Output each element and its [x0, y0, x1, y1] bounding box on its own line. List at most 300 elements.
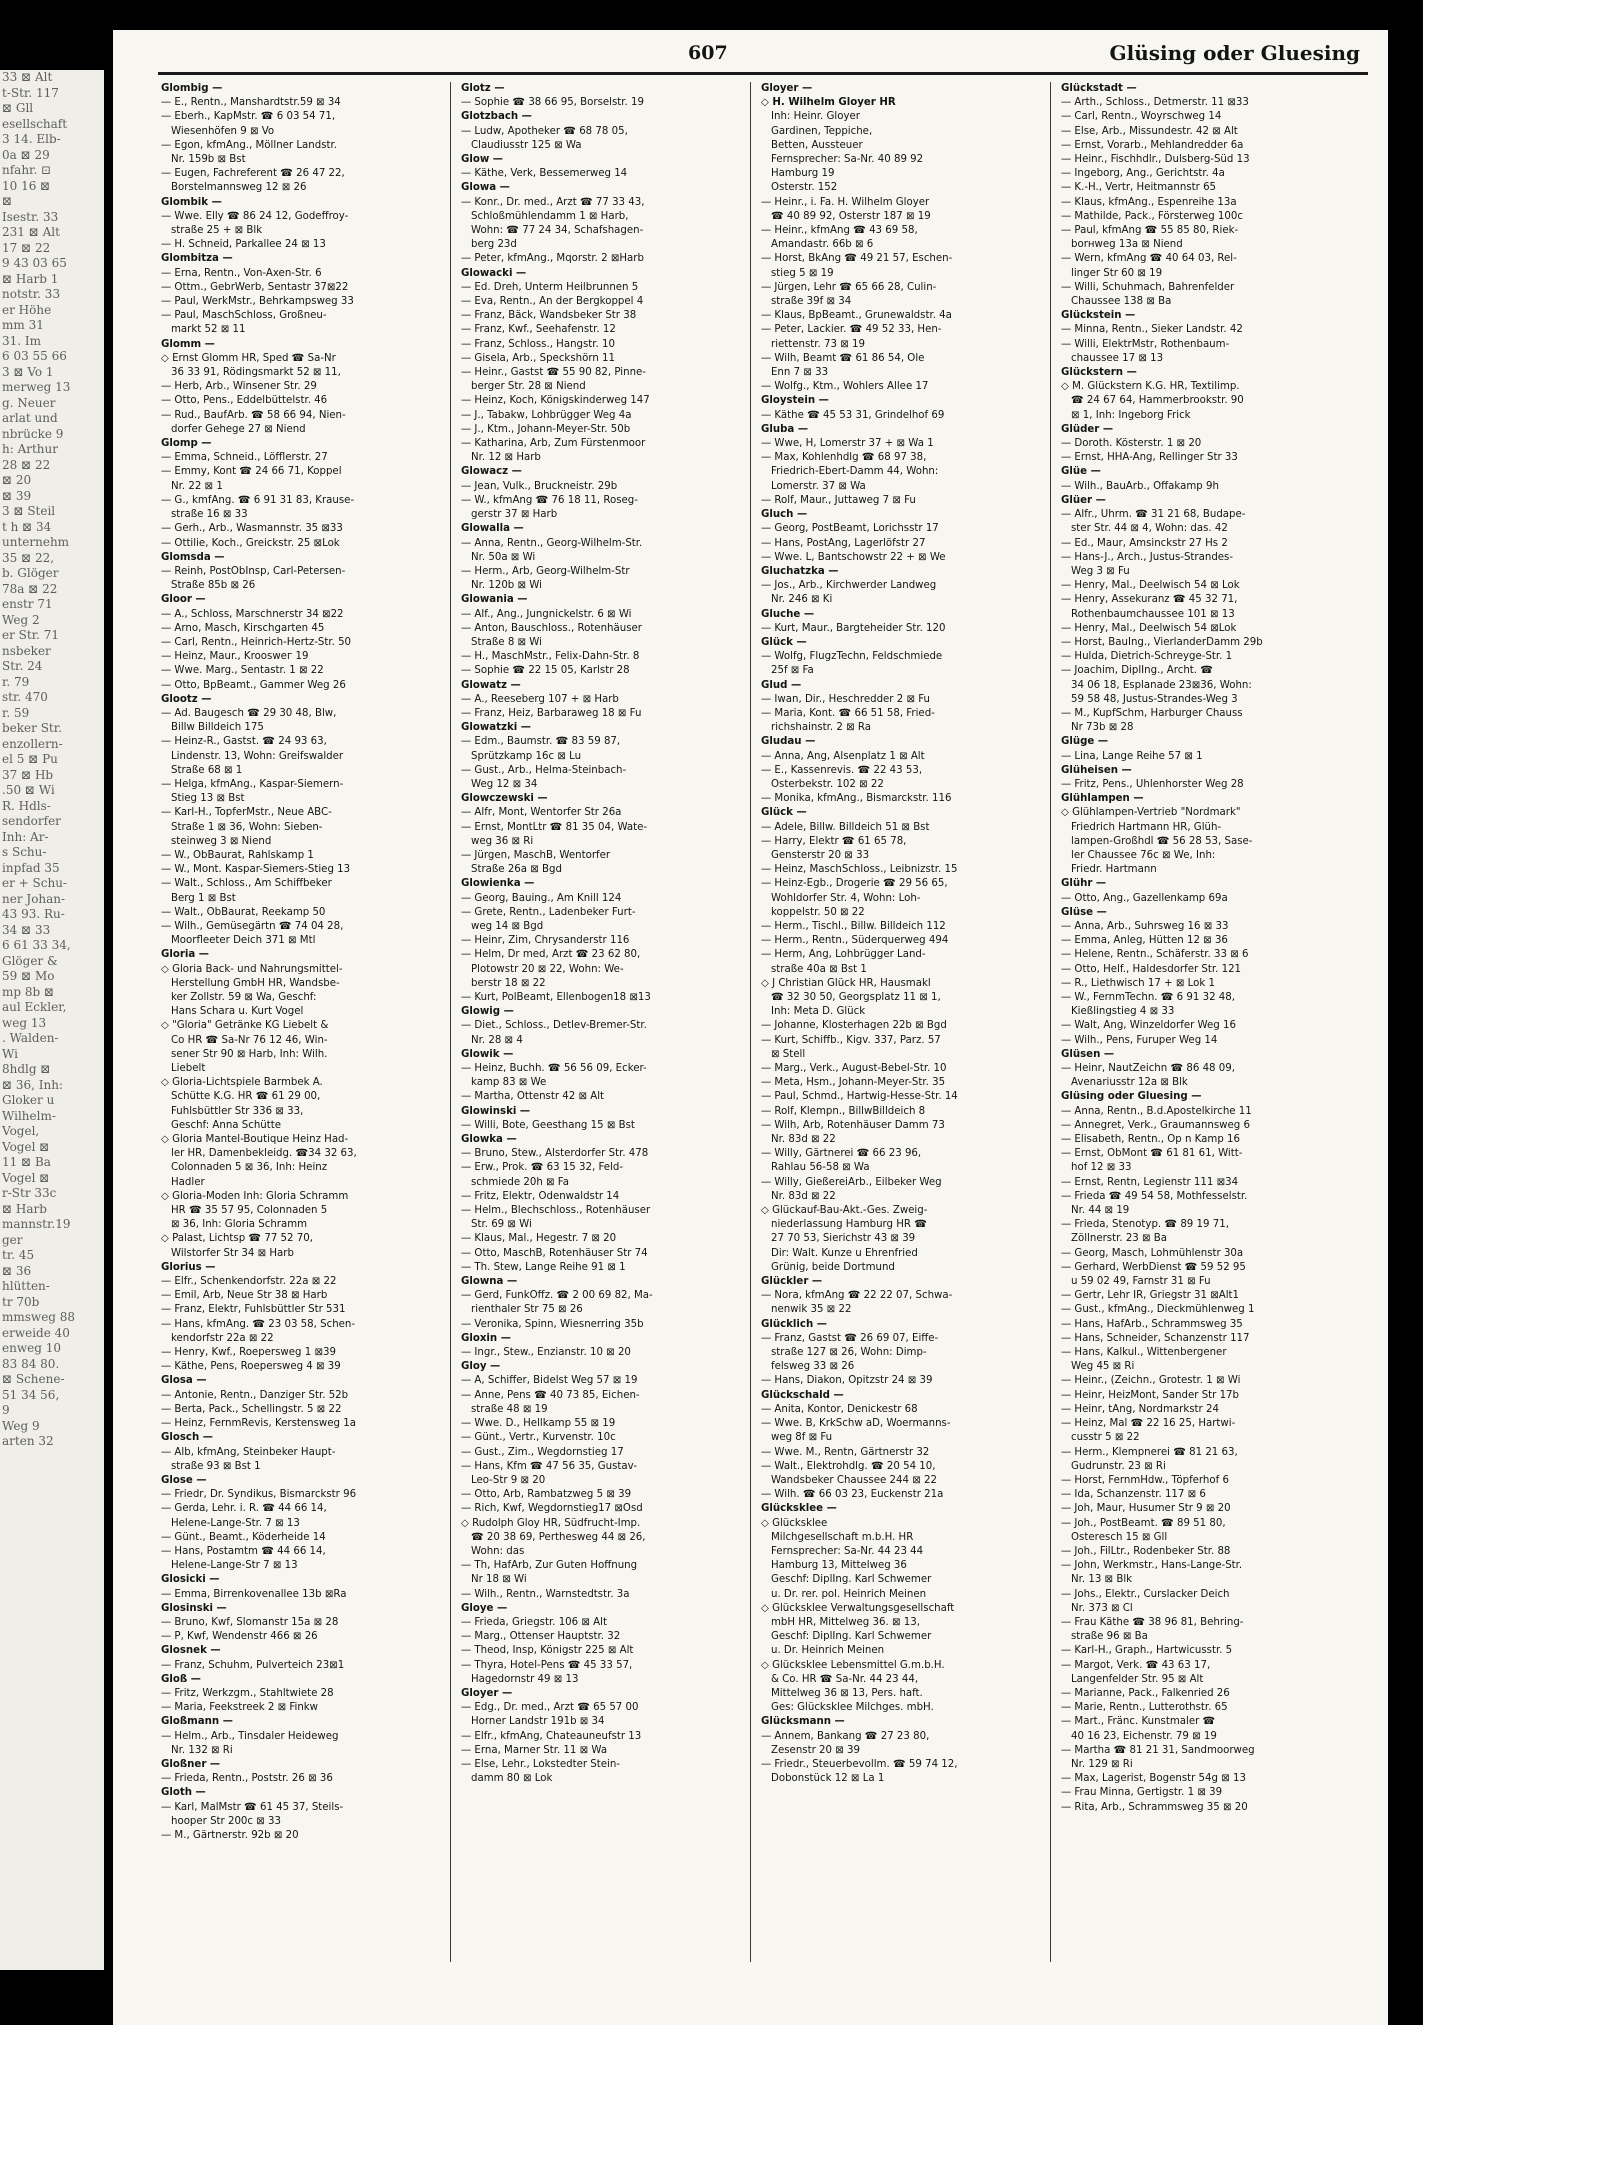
facing-page-fragment: ⊠ 39	[2, 488, 32, 503]
entry-line: — Margot, Verk. ☎ 43 63 17,	[1061, 1659, 1211, 1671]
facing-page-fragment: merweg 13	[2, 380, 71, 394]
entry-line: — Franz, Heiz, Barbaraweg 18 ⊠ Fu	[461, 707, 642, 719]
entry-line: — Max, Lagerist, Bogenstr 54g ⊠ 13	[1061, 1773, 1246, 1785]
entry-line: mbH HR, Mittelweg 36. ⊠ 13,	[771, 1616, 920, 1628]
header-rule	[158, 72, 1368, 75]
entry-heading: Gloth —	[161, 1787, 206, 1799]
entry-line: — Ernst, HHA-Ang, Rellinger Str 33	[1061, 452, 1238, 464]
facing-page-fragment: tr 70b	[2, 1294, 40, 1309]
entry-line: ◇ Gloria Mantel-Boutique Heinz Had-	[161, 1134, 349, 1146]
entry-line: — E., Rentn., Manshardtstr.59 ⊠ 34	[161, 97, 341, 109]
entry-line: ☎ 20 38 69, Perthesweg 44 ⊠ 26,	[471, 1531, 646, 1543]
entry-line: — Elisabeth, Rentn., Op n Kamp 16	[1061, 1134, 1241, 1146]
directory-column-2	[461, 82, 751, 1962]
entry-line: — Emmy, Kont ☎ 24 66 71, Koppel	[161, 466, 342, 478]
entry-heading: Glomm —	[161, 338, 215, 350]
facing-page-fragment: Weg 9	[2, 1418, 40, 1433]
facing-page-fragment: ⊠ Harb 1	[2, 271, 59, 286]
entry-line: — Rolf, Klempn., BillwBilldeich 8	[761, 1105, 926, 1117]
entry-line: — Ingr., Stew., Enzianstr. 10 ⊠ 20	[461, 1347, 631, 1359]
entry-heading: Glüge —	[1061, 736, 1109, 748]
entry-line: — Maria, Kont. ☎ 66 51 58, Fried-	[761, 707, 935, 719]
entry-line: berstr 18 ⊠ 22	[471, 977, 546, 989]
entry-line: — Walt., Elektrohdlg. ☎ 20 54 10,	[761, 1460, 936, 1472]
entry-line: — Hans, Kalkul., Wittenbergener	[1061, 1347, 1227, 1359]
entry-line: Nr. 159b ⊠ Bst	[171, 154, 246, 166]
entry-line: Zöllnerstr. 23 ⊠ Ba	[1071, 1233, 1168, 1245]
entry-heading: Gloria —	[161, 949, 209, 961]
entry-line: — Marie, Rentn., Lutterothstr. 65	[1061, 1702, 1228, 1714]
facing-page-fragment: arten 32	[2, 1434, 54, 1448]
entry-line: — Wilh., Rentn., Warnstedtstr. 3a	[461, 1588, 630, 1600]
entry-line: — Ida, Schanzenstr. 117 ⊠ 6	[1061, 1489, 1206, 1501]
entry-line: Nr. 83d ⊠ 22	[771, 1134, 836, 1146]
facing-page-fragment: 6 61 33 34,	[2, 938, 71, 952]
entry-line: — Heinz, MaschSchloss., Leibnizstr. 15	[761, 864, 958, 876]
facing-page-fragment: b. Glöger	[2, 566, 59, 580]
entry-line: — Henry, Mal., Deelwisch 54 ⊠Lok	[1061, 622, 1237, 634]
entry-line: — Anna, Ang, Alsenplatz 1 ⊠ Alt	[761, 750, 925, 762]
entry-line: Inh: Heinr. Gloyer	[771, 111, 860, 123]
entry-line: — Wilh, Beamt ☎ 61 86 54, Ole	[761, 352, 925, 364]
entry-heading: Gloß —	[161, 1673, 201, 1685]
facing-page-fragment: 11 ⊠ Ba	[2, 1155, 51, 1169]
entry-heading: Glückstadt —	[1061, 83, 1137, 94]
entry-line: — Rolf, Maur., Juttaweg 7 ⊠ Fu	[761, 494, 916, 506]
entry-line: — Herm, Ang, Lohbrügger Land-	[761, 949, 926, 961]
entry-line: Schloßmühlendamm 1 ⊠ Harb,	[471, 210, 629, 222]
entry-line: — Frieda, Griegstr. 106 ⊠ Alt	[461, 1616, 607, 1628]
entry-line: — Ed., Maur, Amsinckstr 27 Hs 2	[1061, 537, 1228, 549]
entry-line: — Heinz-Egb., Drogerie ☎ 29 56 65,	[761, 878, 948, 890]
entry-line: — M., Gärtnerstr. 92b ⊠ 20	[161, 1829, 299, 1841]
entry-line: — Joh., PostBeamt. ☎ 89 51 80,	[1061, 1517, 1226, 1529]
entry-line: — Iwan, Dir., Heschredder 2 ⊠ Fu	[761, 693, 930, 705]
entry-line: weg 36 ⊠ Ri	[471, 835, 534, 847]
entry-line: Dir: Walt. Kunze u Ehrenfried	[771, 1247, 918, 1259]
entry-line: — Georg, PostBeamt, Lorichsstr 17	[761, 523, 939, 535]
entry-line: — Grete, Rentn., Ladenbeker Furt-	[461, 906, 636, 918]
facing-page-fragment: enzollern-	[2, 736, 63, 751]
directory-columns	[161, 82, 1373, 1962]
entry-line: Nr. 28 ⊠ 4	[471, 1034, 523, 1046]
entry-line: Dobonstück 12 ⊠ La 1	[771, 1773, 885, 1785]
entry-heading: Glühr —	[1061, 878, 1107, 890]
facing-page-fragment: s Schu-	[2, 845, 47, 859]
facing-page-fragment: t h ⊠ 34	[2, 519, 52, 534]
entry-line: ◇ Glücksklee Verwaltungsgesellschaft	[761, 1602, 955, 1614]
entry-line: u. Dr. rer. pol. Heinrich Meinen	[771, 1588, 927, 1600]
entry-line: Milchgesellschaft m.b.H. HR	[771, 1531, 914, 1543]
facing-page-fragment: Gloker u	[2, 1093, 55, 1107]
entry-line: HR ☎ 35 57 95, Colonnaden 5	[171, 1205, 328, 1217]
entry-line: — Heinz, Mal ☎ 22 16 25, Hartwi-	[1061, 1418, 1236, 1430]
facing-page-fragment: ⊠	[2, 194, 13, 208]
entry-line: sener Str 90 ⊠ Harb, Inh: Wilh.	[171, 1048, 328, 1060]
facing-page-fragment: ⊠ Schene-	[2, 1372, 65, 1386]
entry-heading: Gluch —	[761, 509, 808, 521]
entry-line: — Heinz, Koch, Königskinderweg 147	[461, 395, 650, 407]
entry-line: Herstellung GmbH HR, Wandsbe-	[171, 977, 340, 989]
entry-line: hooper Str 200c ⊠ 33	[171, 1815, 281, 1827]
page-number: 607	[688, 42, 728, 64]
entry-line: — Fritz, Elektr, Odenwaldstr 14	[461, 1190, 620, 1202]
facing-page-fragment: arlat und	[2, 411, 58, 425]
entry-line: ker Zollstr. 59 ⊠ Wa, Geschf:	[171, 992, 317, 1003]
entry-line: — Mart., Fränc. Kunstmaler ☎	[1061, 1716, 1216, 1728]
entry-line: ◇ Glückauf-Bau-Akt.-Ges. Zweig-	[761, 1205, 928, 1217]
entry-line: — Anton, Bauschloss., Rotenhäuser	[461, 622, 642, 634]
facing-page-fragment: 17 ⊠ 22	[2, 240, 51, 255]
entry-line: — John, Werkmstr., Hans-Lange-Str.	[1061, 1560, 1243, 1572]
entry-line: — Karl-H., Graph., Hartwicusstr. 5	[1061, 1645, 1233, 1657]
entry-line: — Karl-H., TopferMstr., Neue ABC-	[161, 807, 332, 819]
entry-line: Gudrunstr. 23 ⊠ Ri	[1071, 1460, 1166, 1472]
entry-line: — Heinz, Buchh. ☎ 56 56 09, Ecker-	[461, 1063, 647, 1075]
entry-line: — Antonie, Rentn., Danziger Str. 52b	[161, 1389, 349, 1401]
entry-line: — Friedr, Dr. Syndikus, Bismarckstr 96	[161, 1489, 357, 1501]
entry-heading: Glückler —	[761, 1276, 823, 1288]
entry-line: — Hans-J., Arch., Justus-Strandes-	[1061, 551, 1234, 563]
entry-line: ◇ "Gloria" Getränke KG Liebelt &	[161, 1020, 329, 1032]
entry-heading: Glotz —	[461, 83, 505, 94]
facing-page-fragment: esellschaft	[2, 116, 68, 131]
entry-line: — Wwe, H, Lomerstr 37 + ⊠ Wa 1	[761, 438, 934, 450]
entry-line: — Sophie ☎ 38 66 95, Borselstr. 19	[461, 97, 644, 109]
entry-line: ☎ 32 30 50, Georgsplatz 11 ⊠ 1,	[771, 992, 941, 1003]
entry-line: — Ad. Baugesch ☎ 29 30 48, Blw,	[161, 707, 337, 719]
entry-line: — Willi, Schuhmach, Bahrenfelder	[1061, 281, 1235, 293]
facing-page-fragment: 6 03 55 66	[2, 349, 67, 363]
entry-line: ◇ Palast, Lichtsp ☎ 77 52 70,	[161, 1233, 313, 1245]
entry-line: Co HR ☎ Sa-Nr 76 12 46, Win-	[171, 1034, 328, 1046]
facing-page-fragment: 31. Im	[2, 333, 42, 348]
entry-line: — Henry, Kwf., Roepersweg 1 ⊠39	[161, 1347, 336, 1359]
facing-page-fragment: er Höhe	[2, 302, 52, 317]
entry-heading: Glomp —	[161, 438, 212, 450]
entry-heading: Glowatz —	[461, 679, 521, 691]
entry-line: Nr. 22 ⊠ 1	[171, 480, 223, 492]
entry-line: Avenariusstr 12a ⊠ Blk	[1071, 1077, 1188, 1089]
entry-line: — Helga, kfmAng., Kaspar-Siemern-	[161, 778, 344, 790]
entry-line: straße 93 ⊠ Bst 1	[171, 1460, 261, 1472]
entry-line: Stieg 13 ⊠ Bst	[171, 793, 245, 805]
entry-line: — Heinr., Fischhdlr., Dulsberg-Süd 13	[1061, 154, 1250, 166]
entry-line: — Klaus, BpBeamt., Grunewaldstr. 4a	[761, 310, 952, 322]
facing-page-fragment: r. 79	[2, 674, 30, 689]
facing-page-fragment: h: Arthur	[2, 442, 59, 456]
entry-heading: Gloy —	[461, 1361, 501, 1373]
entry-line: — Emma, Birrenkovenallee 13b ⊠Ra	[161, 1588, 347, 1600]
entry-line: — Heinz, Maur., Krooswег 19	[161, 651, 309, 663]
entry-line: Moorfleeter Deich 371 ⊠ Mtl	[171, 935, 316, 947]
entry-line: nenwik 35 ⊠ 22	[771, 1304, 852, 1316]
entry-line: — Sophie ☎ 22 15 05, Karlstr 28	[461, 665, 630, 677]
entry-line: — H. Schneid, Parkallee 24 ⊠ 13	[161, 239, 326, 251]
entry-line: — Helm, Dr med, Arzt ☎ 23 62 80,	[461, 949, 641, 961]
entry-line: u 59 02 49, Farnstr 31 ⊠ Fu	[1071, 1276, 1211, 1288]
entry-line: straße 96 ⊠ Ba	[1071, 1631, 1148, 1643]
entry-line: straße 39f ⊠ 34	[771, 296, 852, 308]
entry-heading: Glück —	[761, 807, 807, 819]
entry-heading: Glücksmann —	[761, 1716, 845, 1728]
facing-page-fragment: inpfad 35	[2, 860, 60, 875]
entry-line: — Willy, GießereiArb., Eilbeker Weg	[761, 1176, 942, 1188]
entry-line: kendorfstr 22a ⊠ 22	[171, 1332, 274, 1344]
entry-line: — Ernst, ObMont ☎ 61 81 61, Witt-	[1061, 1148, 1243, 1160]
entry-line: Billw Billdeich 175	[171, 722, 264, 734]
facing-page-fragment: g. Neuer	[2, 395, 56, 410]
entry-line: — Frau Minna, Gertigstr. 1 ⊠ 39	[1061, 1787, 1223, 1799]
entry-line: — Gerh., Arb., Wasmannstr. 35 ⊠33	[161, 523, 343, 535]
facing-page-fragment: mp 8b ⊠	[2, 984, 55, 999]
entry-heading: Gloystein —	[761, 395, 829, 407]
entry-line: — Friedr., Steuerbevollm. ☎ 59 74 12,	[761, 1758, 958, 1770]
entry-line: — Henry, Assekuranz ☎ 45 32 71,	[1061, 594, 1238, 606]
entry-line: — M., KupfSchm, Harburger Chauss	[1061, 707, 1243, 719]
entry-line: — H., MaschMstr., Felix-Dahn-Str. 8	[461, 651, 640, 663]
entry-line: Kießlingstieg 4 ⊠ 33	[1071, 1006, 1175, 1018]
entry-line: Wohldorfer Str. 4, Wohn: Loh-	[771, 892, 921, 904]
entry-line: — Walt, Ang, Winzeldorfer Weg 16	[1061, 1020, 1236, 1032]
facing-page-fragment: 43 93. Ru-	[2, 907, 65, 921]
entry-line: — Wilh, Arb, Rotenhäuser Damm 73	[761, 1119, 945, 1131]
entry-line: — Gerda, Lehr. i. R. ☎ 44 66 14,	[161, 1503, 327, 1515]
facing-page-fragment: 83 84 80.	[2, 1356, 60, 1371]
entry-line: — Heinr, tAng, Nordmarkstr 24	[1061, 1403, 1219, 1415]
entry-heading: Glowa —	[461, 182, 510, 194]
entry-line: 34 06 18, Esplanade 23⊠36, Wohn:	[1071, 679, 1252, 691]
entry-line: richshainstr. 2 ⊠ Ra	[771, 722, 871, 734]
facing-page-fragment: t-Str. 117	[2, 85, 59, 100]
entry-line: — Marg., Verk., August-Bebel-Str. 10	[761, 1063, 947, 1075]
entry-line: steinweg 3 ⊠ Niend	[171, 835, 272, 847]
entry-line: — Herm., Klempnerei ☎ 81 21 63,	[1061, 1446, 1238, 1458]
entry-line: hof 12 ⊠ 33	[1071, 1162, 1132, 1174]
entry-heading: Glowienka —	[461, 878, 535, 890]
entry-line: ◇ Gloria-Lichtspiele Barmbek A.	[161, 1077, 323, 1089]
entry-heading: Glowacki —	[461, 267, 527, 279]
facing-page-fragment: 51 34 56,	[2, 1387, 60, 1402]
entry-line: — R., Liethwisch 17 + ⊠ Lok 1	[1061, 977, 1215, 989]
entry-line: — Wwe. Marg., Sentastr. 1 ⊠ 22	[161, 665, 324, 677]
facing-page-fragment: enweg 10	[2, 1341, 61, 1355]
entry-line: — Wilh., Pens, Furuper Weg 14	[1061, 1034, 1218, 1046]
entry-line: — Paul, kfmAng ☎ 55 85 80, Riek-	[1061, 225, 1239, 237]
entry-line: ⊠ Stell	[771, 1048, 806, 1060]
entry-line: — Alb, kfmAng, Steinbeker Haupt-	[161, 1446, 336, 1458]
entry-line: — Jean, Vulk., Bruckneistr. 29b	[461, 480, 618, 492]
entry-line: — Ludw, Apotheker ☎ 68 78 05,	[461, 125, 628, 137]
entry-line: — Eberh., KapMstr. ☎ 6 03 54 71,	[161, 111, 336, 123]
entry-line: Rahlau 56-58 ⊠ Wa	[771, 1162, 870, 1174]
entry-line: — Alfr, Mont, Wentorfer Str 26a	[461, 807, 622, 819]
entry-line: — Anna, Rentn., B.d.Apostelkirche 11	[1061, 1105, 1252, 1117]
entry-line: 25f ⊠ Fa	[771, 665, 814, 677]
entry-line: cusstr 5 ⊠ 22	[1071, 1432, 1140, 1444]
entry-line: — Carl, Rentn., Woyrschweg 14	[1061, 111, 1222, 123]
entry-line: — Anna, Rentn., Georg-Wilhelm-Str.	[461, 537, 643, 549]
entry-line: — Anita, Kontor, Denickestr 68	[761, 1403, 918, 1415]
entry-line: — Hans, Schneider, Schanzenstr 117	[1061, 1332, 1250, 1344]
entry-line: Mittelweg 36 ⊠ 13, Pers. haft.	[771, 1687, 923, 1699]
facing-page-fragment: 9 43 03 65	[2, 256, 67, 270]
entry-line: Gensterstr 20 ⊠ 33	[771, 849, 870, 861]
facing-page-fragment: Wilhelm-	[2, 1108, 56, 1123]
facing-page-fragment: 8hdlg ⊠	[2, 1062, 51, 1076]
entry-line: Schütte K.G. HR ☎ 61 29 00,	[171, 1091, 321, 1103]
entry-line: — Alf., Ang., Jungnickelstr. 6 ⊠ Wi	[461, 608, 632, 620]
entry-heading: Gluche —	[761, 608, 815, 620]
entry-line: — Wern, kfmAng ☎ 40 64 03, Rel-	[1061, 253, 1237, 265]
facing-page-fragment: 3 ⊠ Vo 1	[2, 364, 54, 379]
entry-line: — Günt., Beamt., Köderheide 14	[161, 1531, 326, 1543]
facing-page-fragment: Str. 24	[2, 659, 43, 673]
entry-line: gerstr 37 ⊠ Harb	[471, 509, 558, 521]
entry-heading: Glorius —	[161, 1261, 216, 1273]
entry-line: — Mathilde, Pack., Försterweg 100c	[1061, 210, 1243, 222]
entry-line: — Walt., ObBaurat, Reekamp 50	[161, 906, 326, 918]
entry-line: — Annegret, Verk., Graumannsweg 6	[1061, 1119, 1250, 1131]
entry-line: — Wolfg., Ktm., Wohlers Allee 17	[761, 381, 929, 393]
entry-line: rienthaler Str 75 ⊠ 26	[471, 1304, 583, 1316]
entry-line: Nr. 50a ⊠ Wi	[471, 551, 536, 563]
entry-line: Betten, Aussteuer	[771, 139, 863, 151]
entry-line: 27 70 53, Sierichstr 43 ⊠ 39	[771, 1233, 916, 1245]
entry-line: — Rita, Arb., Schrammsweg 35 ⊠ 20	[1061, 1801, 1248, 1813]
entry-line: berger Str. 28 ⊠ Niend	[471, 381, 586, 393]
entry-line: — Jürgen, Lehr ☎ 65 66 28, Culin-	[761, 281, 937, 293]
entry-line: ⊠ 36, Inh: Gloria Schramm	[171, 1219, 308, 1231]
entry-heading: Gloyer —	[461, 1687, 513, 1699]
entry-line: — Max, Kohlenhdlg ☎ 68 97 38,	[761, 452, 927, 464]
entry-line: — Käthe, Verk, Bessemerweg 14	[461, 168, 628, 180]
entry-line: — Marianne, Pack., Falkenried 26	[1061, 1687, 1230, 1699]
entry-line: — Elfr., Schenkendorfstr. 22a ⊠ 22	[161, 1276, 337, 1288]
directory-column-1	[161, 82, 451, 1962]
entry-line: — Paul, WerkMstr., Behrkampsweg 33	[161, 296, 354, 308]
entry-line: Lindenstr. 13, Wohn: Greifswalder	[171, 750, 344, 762]
entry-line: 59 58 48, Justus-Strandes-Weg 3	[1071, 693, 1238, 705]
entry-line: — Fritz, Pens., Uhlenhorster Weg 28	[1061, 778, 1244, 790]
entry-line: Osterstr. 152	[771, 182, 838, 194]
running-head: Glüsing oder Gluesing	[1109, 41, 1360, 65]
entry-line: weg 14 ⊠ Bgd	[471, 920, 544, 932]
entry-line: 36 33 91, Rödingsmarkt 52 ⊠ 11,	[171, 367, 341, 379]
entry-line: Straße 1 ⊠ 36, Wohn: Sieben-	[171, 821, 323, 833]
entry-line: — Marg., Ottenser Hauptstr. 32	[461, 1631, 621, 1643]
entry-line: — Hans, kfmAng. ☎ 23 03 58, Schen-	[161, 1318, 356, 1330]
entry-heading: Gloßner —	[161, 1758, 221, 1770]
entry-line: — Konr., Dr. med., Arzt ☎ 77 33 43,	[461, 196, 645, 208]
facing-page-fragment: mm 31	[2, 318, 44, 332]
entry-line: — Hans, Kfm ☎ 47 56 35, Gustav-	[461, 1460, 638, 1472]
entry-line: ◇ Rudolph Gloy HR, Südfrucht-Imp.	[461, 1517, 641, 1529]
entry-heading: Glombitza —	[161, 253, 233, 265]
directory-page	[113, 30, 1388, 2025]
entry-line: Plotowstr 20 ⊠ 22, Wohn: We-	[471, 963, 624, 975]
facing-page-fragment: Isestr. 33	[2, 209, 59, 224]
entry-line: — J., Tabakw, Lohbrügger Weg 4a	[461, 409, 632, 421]
entry-line: Nr. 132 ⊠ Ri	[171, 1744, 233, 1756]
entry-line: — Hans, HafArb., Schrammsweg 35	[1061, 1318, 1243, 1330]
entry-line: — Ingeborg, Ang., Gerichtstr. 4a	[1061, 168, 1225, 180]
entry-line: Nr. 373 ⊠ Cl	[1071, 1602, 1133, 1614]
entry-heading: Glowik —	[461, 1048, 514, 1060]
entry-line: Berg 1 ⊠ Bst	[171, 892, 236, 904]
entry-heading: Glüe —	[1061, 466, 1101, 478]
entry-line: — Wolfg, FlugzTechn, Feldschmiede	[761, 651, 943, 663]
entry-line: — Wilh., Gemüsegärtn ☎ 74 04 28,	[161, 920, 344, 932]
entry-line: — Otto, Pens., Eddelbüttelstr. 46	[161, 395, 328, 407]
entry-line: — Hulda, Dietrich-Schreyge-Str. 1	[1061, 651, 1233, 663]
entry-line: — Wilh. ☎ 66 03 23, Euckenstr 21a	[761, 1489, 944, 1501]
entry-line: & Co. HR ☎ Sa-Nr. 44 23 44,	[771, 1673, 919, 1685]
facing-page-fragment: ⊠ 36	[2, 1263, 32, 1278]
entry-heading: Glose —	[161, 1474, 207, 1486]
entry-line: — Otto, Helf., Haldesdorfer Str. 121	[1061, 963, 1242, 975]
entry-line: Nr. 12 ⊠ Harb	[471, 452, 541, 464]
entry-line: kamp 83 ⊠ We	[471, 1077, 547, 1089]
entry-line: Nr. 44 ⊠ 19	[1071, 1205, 1130, 1217]
entry-line: — P, Kwf, Wendenstr 466 ⊠ 26	[161, 1631, 318, 1643]
entry-line: — Horst, FernmHdw., Töpferhof 6	[1061, 1474, 1229, 1486]
entry-heading: Gloye —	[461, 1602, 508, 1614]
entry-line: — A., Schloss, Marschnerstr 34 ⊠22	[161, 608, 344, 620]
entry-line: markt 52 ⊠ 11	[171, 324, 246, 336]
facing-page-fragment: 3 ⊠ Steil	[2, 504, 56, 518]
facing-page-edge	[0, 70, 104, 1970]
entry-line: — Ottm., GebrWerb, Sentastr 37⊠22	[161, 281, 349, 293]
entry-line: — Joh, Maur, Husumer Str 9 ⊠ 20	[1061, 1503, 1231, 1515]
entry-heading: Glootz —	[161, 693, 212, 705]
entry-line: Sprützkamp 16c ⊠ Lu	[471, 750, 582, 762]
entry-heading: Glow —	[461, 154, 503, 166]
entry-line: — Heinr., i. Fa. H. Wilhelm Gloyer	[761, 196, 930, 208]
entry-line: — Rud., BaufArb. ☎ 58 66 94, Nien-	[161, 409, 346, 421]
facing-page-fragment: ner Johan-	[2, 891, 66, 906]
entry-heading: ◇ H. Wilhelm Gloyer HR	[761, 97, 896, 109]
entry-line: Hagedornstr 49 ⊠ 13	[471, 1673, 579, 1685]
entry-line: — Wwe. Elly ☎ 86 24 12, Godeffroy-	[161, 210, 349, 222]
facing-page-fragment: mmsweg 88	[2, 1310, 76, 1324]
entry-line: — Annem, Bankang ☎ 27 23 80,	[761, 1730, 930, 1742]
entry-heading: Glüder —	[1061, 423, 1114, 435]
entry-line: Geschf: Anna Schütte	[171, 1119, 282, 1131]
entry-line: — A, Schiffer, Bidelst Weg 57 ⊠ 19	[461, 1375, 638, 1387]
entry-line: Enn 7 ⊠ 33	[771, 367, 829, 379]
entry-line: — Jos., Arb., Kirchwerder Landweg	[761, 580, 937, 592]
entry-heading: Gluba —	[761, 423, 809, 435]
entry-line: 40 16 23, Eichenstr. 79 ⊠ 19	[1071, 1730, 1217, 1742]
entry-line: — Otto, MaschB, Rotenhäuser Str 74	[461, 1247, 648, 1259]
facing-page-fragment: Vogel ⊠	[2, 1139, 50, 1154]
entry-line: — Katharina, Arb, Zum Fürstenmoor	[461, 438, 646, 450]
entry-line: ◇ Gloria Back- und Nahrungsmittel-	[161, 963, 343, 975]
entry-line: — Maria, Feekstreek 2 ⊠ Finkw	[161, 1702, 319, 1714]
entry-heading: Gloßmann —	[161, 1716, 233, 1728]
entry-line: Weg 12 ⊠ 34	[471, 778, 538, 790]
facing-page-fragment: 9	[2, 1403, 10, 1417]
entry-heading: Glowacz —	[461, 466, 522, 478]
entry-line: — Martha ☎ 81 21 31, Sandmoorweg	[1061, 1744, 1255, 1756]
entry-line: ☎ 40 89 92, Osterstr 187 ⊠ 19	[771, 210, 931, 222]
entry-heading: Glud —	[761, 679, 802, 691]
entry-line: — Franz, Schuhm, Pulverteich 23⊠1	[161, 1659, 345, 1671]
facing-page-fragment: beker Str.	[2, 721, 62, 735]
entry-line: — K.-H., Vertr, Heitmannstr 65	[1061, 182, 1217, 194]
entry-line: stieg 5 ⊠ 19	[771, 267, 834, 279]
